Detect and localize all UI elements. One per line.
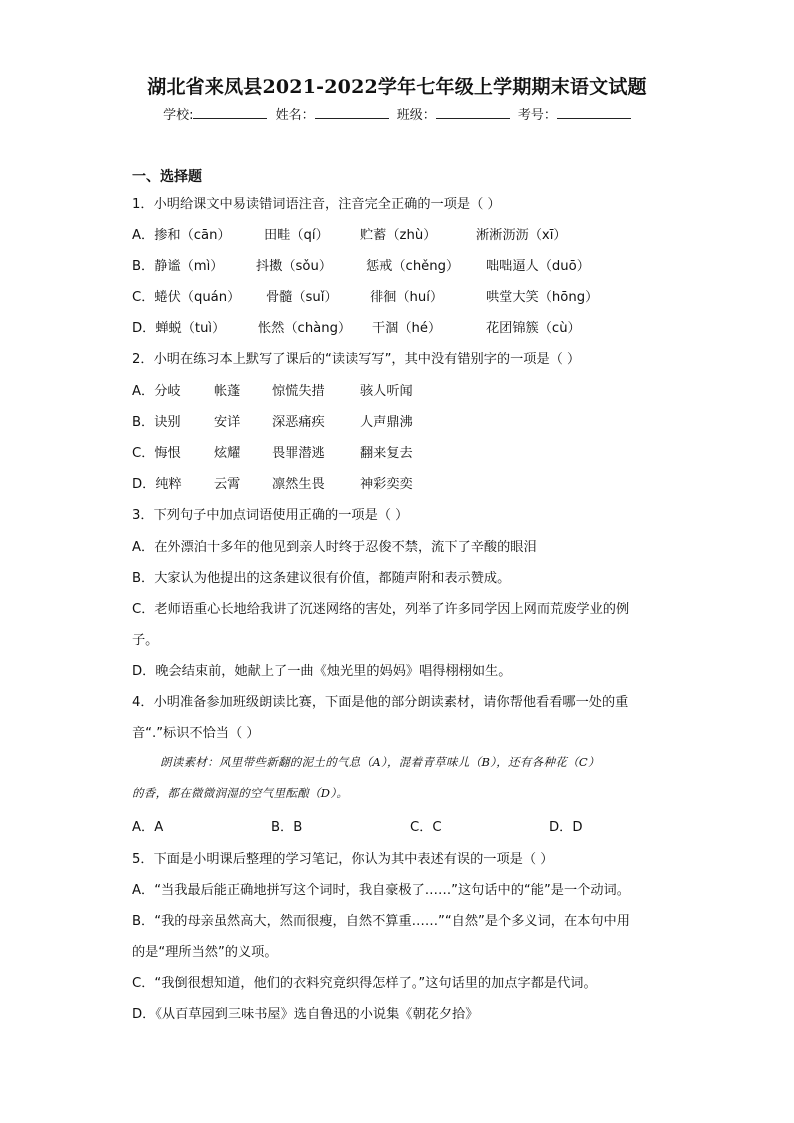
q1-option-a <box>132 224 567 243</box>
q4-option-b: B．B <box>271 820 303 835</box>
page-title: 湖北省来凤县2021-2022学年七年级上学期期末语文试题 <box>147 76 647 98</box>
q2-b-3: 深恶痛疾 <box>272 415 325 430</box>
q1-b-4: 咄咄逼人（duō） <box>486 259 590 274</box>
q3-option-a: A．在外漂泊十多年的他见到亲人时终于忍俊不禁，流下了辛酸的眼泪 <box>132 540 537 555</box>
q1-c-2: 骨髓（suǐ） <box>266 290 338 305</box>
q1-a-1: A．掺和（cān） <box>132 228 231 243</box>
q2-d-1: D．纯粹 <box>132 477 182 492</box>
section-heading: 一、选择题 <box>132 169 202 185</box>
q4-stem-line1: 4．小明准备参加班级朗读比赛，下面是他的部分朗读素材，请你帮他看看哪一处的重 <box>132 695 629 710</box>
q4-option-d: D．D <box>549 820 583 835</box>
q2-b-2: 安详 <box>214 415 241 430</box>
q1-d-1: D．蝉蜕（tuì） <box>132 321 226 336</box>
q5-stem: 5．下面是小明课后整理的学习笔记，你认为其中表述有误的一项是（ ） <box>132 852 554 867</box>
q2-d-3: 凛然生畏 <box>272 477 325 492</box>
school-blank <box>193 106 267 119</box>
q1-c-1: C．蜷伏（quán） <box>132 290 241 305</box>
name-blank <box>315 106 389 119</box>
school-label: 学校: <box>163 108 194 123</box>
q4-option-c: C．C <box>410 820 442 835</box>
q2-option-c <box>132 442 413 461</box>
q4-material-line2: 的香，都在微微润湿的空气里酝酿（D）。 <box>132 786 349 800</box>
q1-a-2: 田畦（qí） <box>264 228 329 243</box>
q3-option-b: B．大家认为他提出的这条建议很有价值，都随声附和表示赞成。 <box>132 571 511 586</box>
q5-option-b-line2: 的是“理所当然”的义项。 <box>132 945 278 960</box>
q4-stem-line2: 音“.”标识不恰当（ ） <box>132 726 260 741</box>
q2-a-3: 惊慌失措 <box>272 384 325 399</box>
q4-material-line1: 朗读素材：风里带些新翻的泥土的气息（A），混着青草味儿（B），还有各种花（C） <box>160 755 600 769</box>
q5-option-c: C．“我倒很想知道，他们的衣料究竟织得怎样了。”这句话里的加点字都是代词。 <box>132 976 597 991</box>
class-blank <box>436 106 510 119</box>
q3-option-c-line1: C．老师语重心长地给我讲了沉迷网络的害处，列举了许多同学因上网而荒废学业的例 <box>132 602 630 617</box>
q3-stem: 3．下列句子中加点词语使用正确的一项是（ ） <box>132 508 409 523</box>
q1-a-4: 淅淅沥沥（xī） <box>476 228 567 243</box>
q2-c-3: 畏罪潜逃 <box>272 446 325 461</box>
q2-option-a <box>132 380 413 399</box>
q2-b-4: 人声鼎沸 <box>360 415 413 430</box>
q2-a-4: 骇人听闻 <box>360 384 413 399</box>
q4-option-a: A．A <box>132 820 164 835</box>
q2-stem: 2．小明在练习本上默写了课后的“读读写写”，其中没有错别字的一项是（ ） <box>132 352 581 367</box>
q2-d-4: 神彩奕奕 <box>360 477 413 492</box>
q1-c-4: 哄堂大笑（hōng） <box>486 290 599 305</box>
q1-option-d <box>132 317 581 336</box>
q1-a-3: 贮蓄（zhù） <box>360 228 437 243</box>
q2-option-d <box>132 473 413 492</box>
q2-c-2: 炫耀 <box>214 446 241 461</box>
q1-b-3: 惩戒（chěng） <box>366 259 460 274</box>
q2-b-1: B．诀别 <box>132 415 181 430</box>
q2-c-4: 翻来复去 <box>360 446 413 461</box>
q2-a-1: A．分岐 <box>132 384 181 399</box>
q2-c-1: C．悔恨 <box>132 446 181 461</box>
q1-c-3: 徘徊（huí） <box>370 290 444 305</box>
q1-option-b <box>132 255 590 274</box>
q2-a-2: 帐蓬 <box>214 384 241 399</box>
q1-option-c <box>132 286 598 305</box>
q4-options <box>132 816 583 835</box>
q1-d-3: 干涸（hé） <box>372 321 442 336</box>
q5-option-a: A．“当我最后能正确地拼写这个词时，我自豪极了……”这句话中的“能”是一个动词。 <box>132 883 630 898</box>
q1-b-2: 抖擞（sǒu） <box>256 259 333 274</box>
student-info-line <box>0 104 794 123</box>
q1-d-4: 花团锦簇（cù） <box>486 321 581 336</box>
q3-option-c-line2: 子。 <box>132 633 159 648</box>
q1-stem: 1．小明给课文中易读错词语注音，注音完全正确的一项是（ ） <box>132 197 501 212</box>
q1-d-2: 怅然（chàng） <box>258 321 352 336</box>
q3-option-d: D．晚会结束前，她献上了一曲《烛光里的妈妈》唱得栩栩如生。 <box>132 664 512 679</box>
name-label: 姓名： <box>275 108 315 123</box>
class-label: 班级： <box>396 108 436 123</box>
exam-number-blank <box>557 106 631 119</box>
q2-option-b <box>132 411 413 430</box>
q5-option-d: D．《从百草园到三味书屋》选自鲁迅的小说集《朝花夕拾》 <box>132 1007 479 1022</box>
q1-b-1: B．静谧（mì） <box>132 259 224 274</box>
q2-d-2: 云霄 <box>214 477 241 492</box>
exam-number-label: 考号： <box>517 108 557 123</box>
q5-option-b-line1: B．“我的母亲虽然高大，然而很瘦，自然不算重……”“自然”是个多义词，在本句中用 <box>132 914 630 929</box>
